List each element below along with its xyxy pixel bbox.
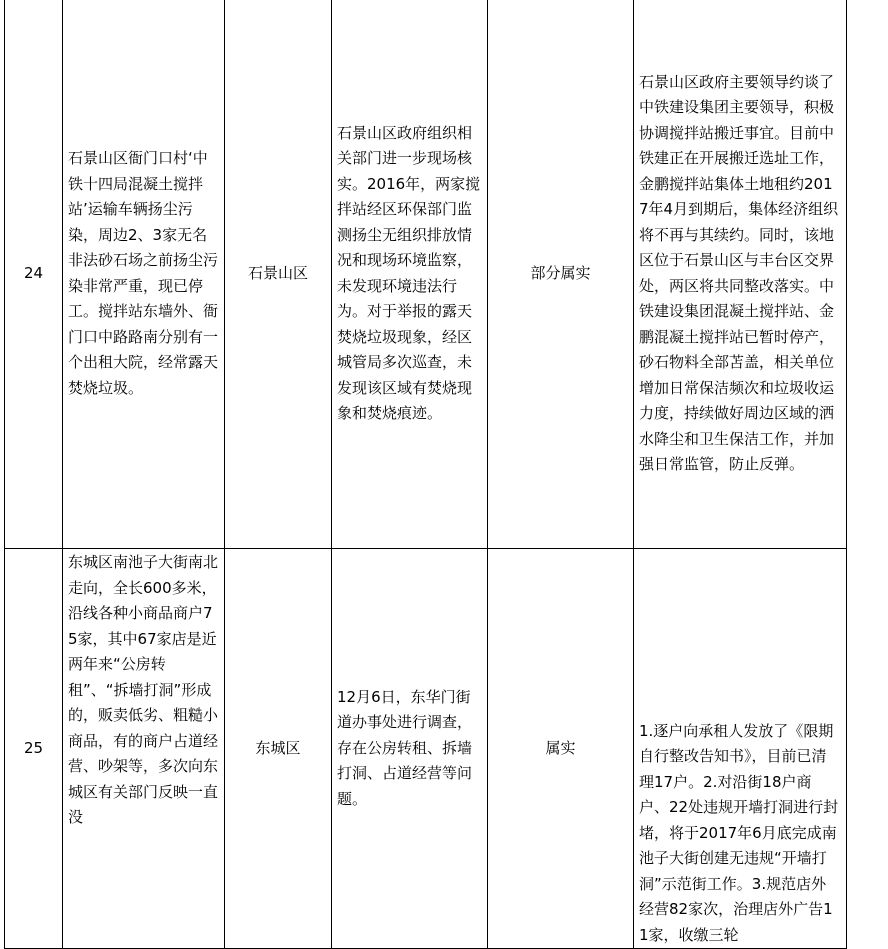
row-number: 25	[5, 549, 63, 949]
handling-cell: 石景山区政府主要领导约谈了中铁建设集团主要领导，积极协调搅拌站搬迁事宜。目前中铁建正在开展搬迁选址工作，金鹏搅拌站集体土地租约2017年4月到期后，集体经济组织将不再与其续约。同时，该地区位于石景山区与丰台区交界处，两区将共同整改落实。中铁建设集团混凝土搅拌站、金鹏混凝土搅拌站已暂时停产，砂石物料全部苫盖，相关单位增加日常保洁频次和垃圾收运力度，持续做好周边区域的洒水降尘和卫生保洁工作，并加强日常监管，防止反弹。	[634, 0, 847, 549]
verdict-cell: 属实	[488, 549, 634, 949]
table-row	[5, 549, 847, 949]
investigation-cell: 12月6日，东华门街道办事处进行调查，存在公房转租、拆墙打洞、占道经营等问题。	[332, 549, 488, 949]
complaint-cell: 东城区南池子大街南北走向，全长600多米，沿线各种小商品商户75家，其中67家店是近两年来“公房转租”、“拆墙打洞”形成的，贩卖低劣、粗糙小商品，有的商户占道经营、吵架等，多次向东城区有关部门反映一直没	[63, 549, 225, 949]
district-cell: 石景山区	[225, 0, 332, 549]
row-number: 24	[5, 0, 63, 549]
handling-cell: 1.逐户向承租人发放了《限期自行整改告知书》，目前已清理17户。2.对沿街18户商户、22处违规开墙打洞进行封堵，将于2017年6月底完成南池子大街创建无违规“开墙打洞”示范街工作。3.规范店外经营82家次，治理店外广告11家，收缴三轮	[634, 549, 847, 949]
verdict-cell: 部分属实	[488, 0, 634, 549]
district-cell: 东城区	[225, 549, 332, 949]
complaint-cell: 石景山区衙门口村‘中铁十四局混凝土搅拌站’运输车辆扬尘污染，周边2、3家无名非法砂石场之前扬尘污染非常严重，现已停工。搅拌站东墙外、衙门口中路路南分别有一个出租大院，经常露天焚烧垃圾。	[63, 0, 225, 549]
investigation-cell: 石景山区政府组织相关部门进一步现场核实。2016年，两家搅拌站经区环保部门监测扬尘无组织排放情况和现场环境监察，未发现环境违法行为。对于举报的露天焚烧垃圾现象，经区城管局多次巡查，未发现该区域有焚烧现象和焚烧痕迹。	[332, 0, 488, 549]
case-table	[4, 0, 847, 949]
table-row	[5, 0, 847, 549]
